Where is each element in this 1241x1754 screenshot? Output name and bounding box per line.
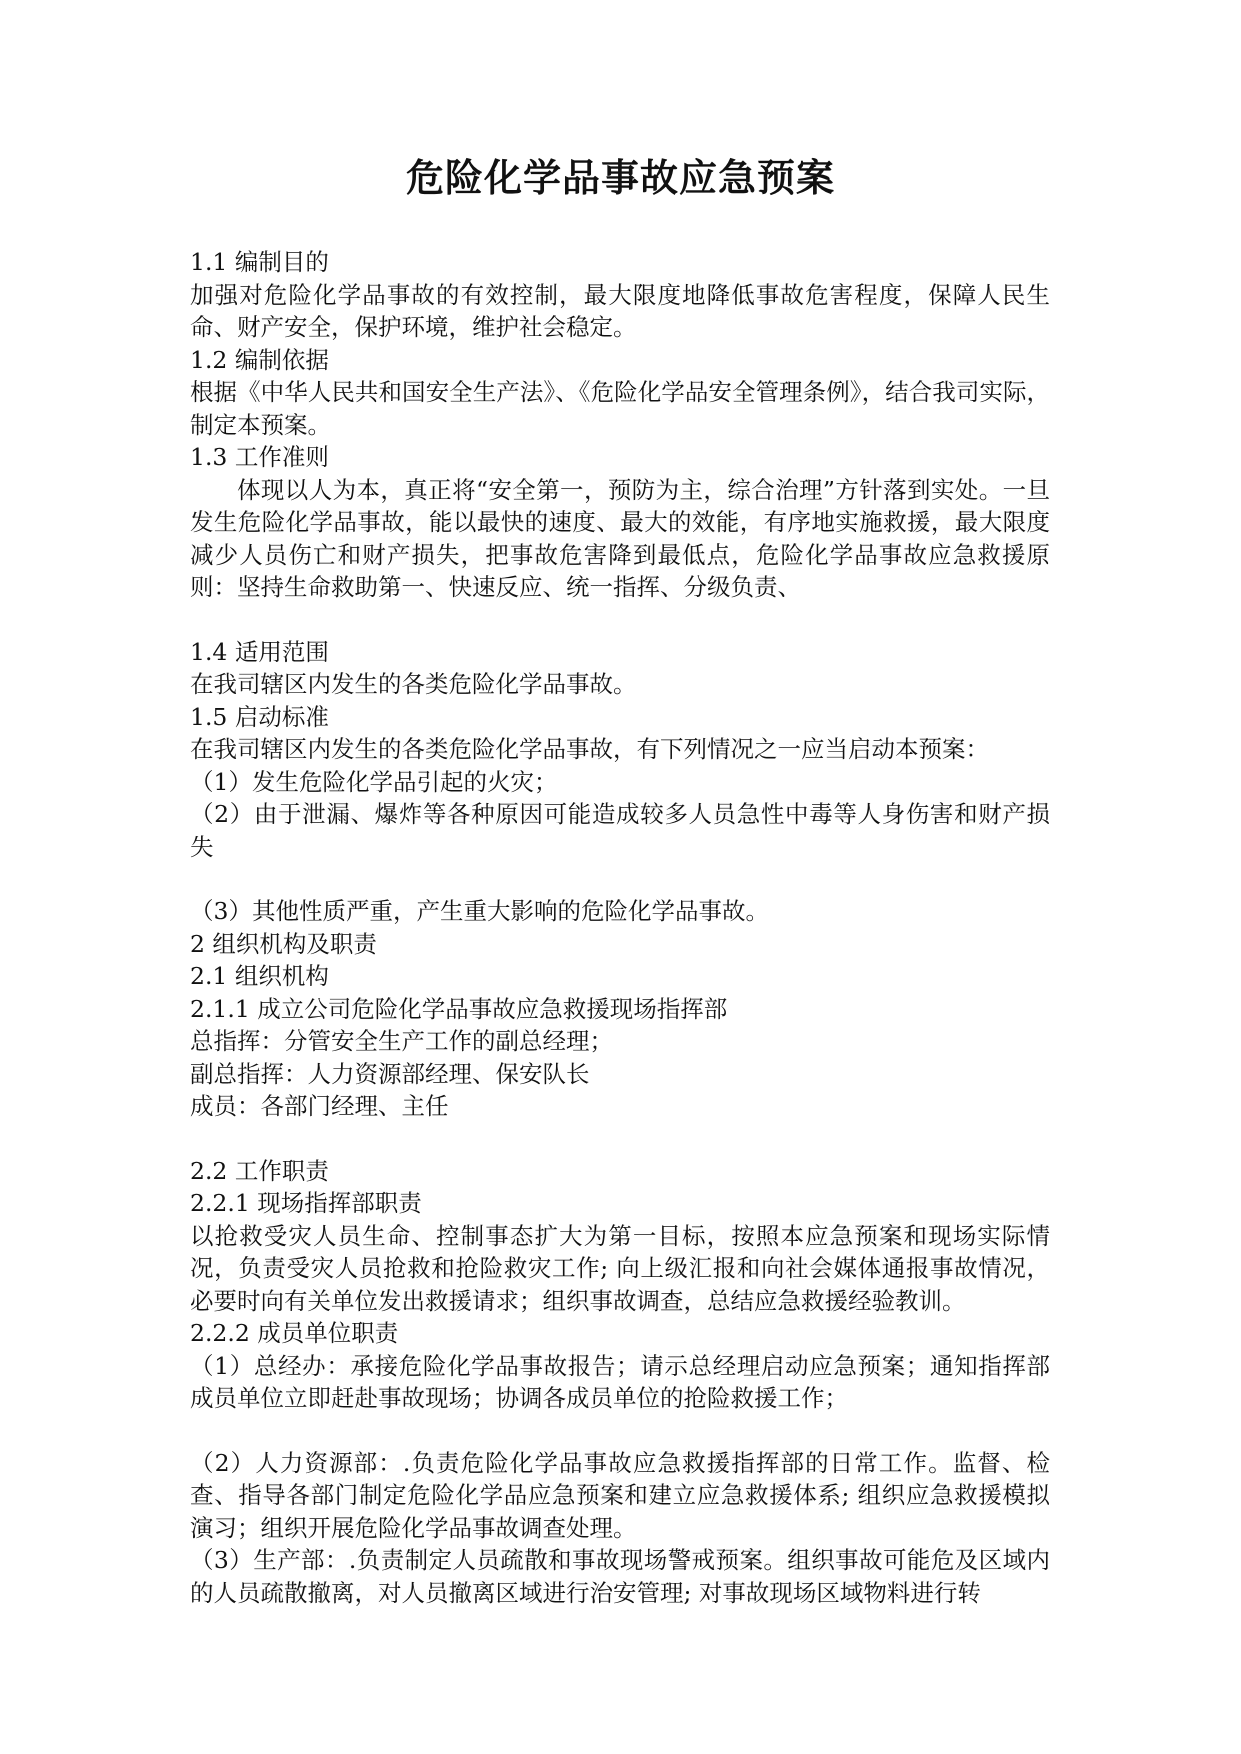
section-heading: 2.2 工作职责 xyxy=(190,1156,329,1185)
body-paragraph: 在我司辖区内发生的各类危险化学品事故。 xyxy=(190,670,637,698)
body-paragraph: （1）总经办：承接危险化学品事故报告；请示总经理启动应急预案；通知指挥部成员单位立即赶赴事故现场；协调各成员单位的抢险救援工作； xyxy=(190,1351,1050,1412)
body-paragraph: 加强对危险化学品事故的有效控制，最大限度地降低事故危害程度，保障人民生命、财产安全，保护环境，维护社会稳定。 xyxy=(190,280,1050,341)
blank-line xyxy=(190,863,1050,895)
body-paragraph: 成员：各部门经理、主任 xyxy=(190,1092,449,1120)
body-paragraph: （3）生产部：.负责制定人员疏散和事故现场警戒预案。组织事故可能危及区域内的人员疏散撤离，对人员撤离区域进行治安管理; 对事故现场区域物料进行转 xyxy=(190,1546,1050,1607)
section-heading: 2.1 组织机构 xyxy=(190,962,329,990)
section-heading: 2.2.2 成员单位职责 xyxy=(190,1319,399,1347)
body-paragraph: 以抢救受灾人员生命、控制事态扩大为第一目标，按照本应急预案和现场实际情况，负责受灾人员抢救和抢险救灾工作; 向上级汇报和向社会媒体通报事故情况，必要时向有关单位发出救援请求；组织事故调查，总结应急救援经验教训。 xyxy=(190,1221,1050,1315)
section-heading: 1.4 适用范围 xyxy=(190,637,329,666)
section-heading: 2.1.1 成立公司危险化学品事故应急救援现场指挥部 xyxy=(190,994,728,1023)
blank-line xyxy=(190,1415,1050,1447)
blank-line xyxy=(190,604,1050,636)
body-paragraph: 副总指挥：人力资源部经理、保安队长 xyxy=(190,1059,590,1088)
section-heading: 2.2.1 现场指挥部职责 xyxy=(190,1189,422,1217)
blank-line xyxy=(190,1123,1050,1155)
body-paragraph: 总指挥：分管安全生产工作的副总经理； xyxy=(190,1027,613,1055)
document-body xyxy=(190,246,1050,1609)
section-heading: 1.2 编制依据 xyxy=(190,345,329,374)
body-paragraph: （1）发生危险化学品引起的火灾； xyxy=(190,767,558,796)
body-paragraph: （3）其他性质严重，产生重大影响的危险化学品事故。 xyxy=(190,897,769,925)
section-heading: 2 组织机构及职责 xyxy=(190,929,377,958)
body-paragraph: 在我司辖区内发生的各类危险化学品事故，有下列情况之一应当启动本预案： xyxy=(190,735,989,763)
section-heading: 1.1 编制目的 xyxy=(190,248,329,276)
document-title: 危险化学品事故应急预案 xyxy=(405,155,835,200)
body-paragraph: （2）人力资源部：.负责危险化学品事故应急救援指挥部的日常工作。监督、检查、指导各部门制定危险化学品应急预案和建立应急救援体系; 组织应急救援模拟演习；组织开展危险化学品事故调查处理。 xyxy=(190,1448,1050,1542)
body-paragraph: （2）由于泄漏、爆炸等各种原因可能造成较多人员急性中毒等人身伤害和财产损失 xyxy=(190,800,1050,861)
section-heading: 1.3 工作准则 xyxy=(190,443,329,471)
body-paragraph: 根据《中华人民共和国安全生产法》、《危险化学品安全管理条例》，结合我司实际，制定本预案。 xyxy=(190,378,1050,439)
section-heading: 1.5 启动标准 xyxy=(190,702,329,731)
body-paragraph: 体现以人为本，真正将“安全第一，预防为主，综合治理”方针落到实处。一旦发生危险化学品事故，能以最快的速度、最大的效能，有序地实施救援，最大限度减少人员伤亡和财产损失，把事故危害降到最低点，危险化学品事故应急救援原则：坚持生命救助第一、快速反应、统一指挥、分级负责、 xyxy=(190,475,1050,601)
